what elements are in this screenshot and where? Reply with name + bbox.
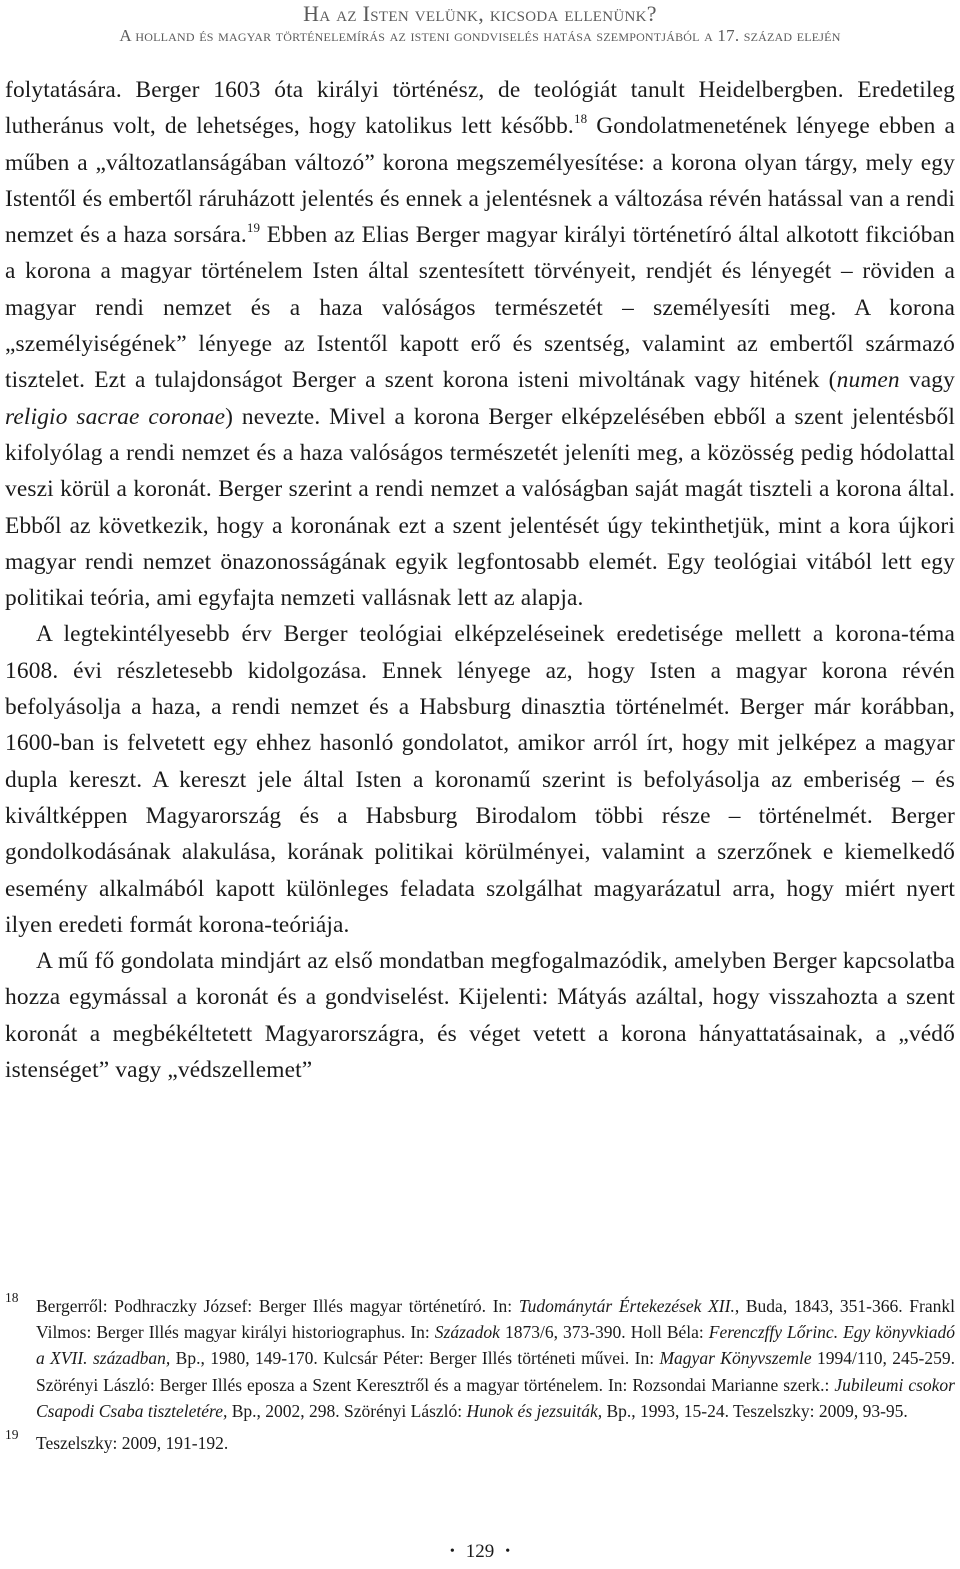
running-head-subtitle: A holland és magyar történelemírás az isteni gondviselés hatása szempontjából a 17. század elején: [119, 26, 841, 45]
footnote-18-title: Századok: [434, 1322, 500, 1343]
footnote-18-title: Tudománytár Értekezések XII.: [518, 1296, 735, 1316]
footnote-18-text: Bp., 1993, 15-24. Teszelszky: 2009, 93-95.: [602, 1400, 908, 1421]
paragraph-1-text-d: vagy: [899, 367, 955, 394]
footnote-18-text: 1994/110, 245-259. Szörényi László: Berger Illés eposza a Szent Keresztről és a magyar történelem. In: Rozsondai Marianne szerk.:: [36, 1348, 955, 1395]
footnote-18-title: Hunok és jezsuiták,: [466, 1400, 603, 1421]
footnote-18-title: Magyar Könyvszemle: [659, 1348, 812, 1369]
paragraph-1-text-a: folytatására. Berger 1603 óta királyi történész, de teológiát tanult Heidelbergben. Eredetileg lutheránus volt, de lehetséges, hogy katolikus lett később.: [5, 77, 955, 140]
footnote-19: [5, 1427, 955, 1456]
footnote-18-title: Jubileumi csokor Csapodi Csaba tiszteletére,: [36, 1374, 955, 1421]
running-head-title: Ha az Isten velünk, kicsoda ellenünk?: [303, 1, 657, 26]
page-number: 129: [465, 1541, 495, 1562]
bullet-icon: •: [449, 1544, 455, 1559]
footnote-18-number: 18: [5, 1290, 19, 1305]
page-number-footer: [0, 1540, 960, 1564]
term-religio-sacrae-coronae: religio sacrae coronae: [5, 403, 226, 430]
paragraph-1-text-c: Ebben az Elias Berger magyar királyi történetíró által alkotott fikcióban a korona a magyar történelem Isten által szentesített törvényeit, rendjét és lényegét – röviden a magyar rendi nemzet és a haza valóságos természetét – személyesíti meg. A korona „személyiségének” lényege az Istentől kapott erő és szentség, valamint az embertől származó tisztelet. Ezt a tulajdonságot Berger a szent korona isteni mivoltának vagy hitének (: [5, 222, 955, 394]
running-head: [0, 2, 960, 47]
footnotes: [5, 1290, 956, 1456]
paragraph-1: [5, 72, 955, 616]
paragraph-3: A mű fő gondolata mindjárt az első mondatban megfogalmazódik, amelyben Berger kapcsolatba hozza egymással a koronát és a gondviselést. Kijelenti: Mátyás azáltal, hogy visszahozta a szent koronát a megbékéltetett Magyarországra, és véget vetett a korona hányattatásainak, a „védő istenséget” vagy „védszellemet”: [5, 948, 955, 1084]
paragraph-1-text-e: ) nevezte. Mivel a korona Berger elképzelésében ebből a szent jelentésből kifolyólag a rendi nemzet és a haza valóságos természetét jeleníti meg, a közösség pedig hódolattal veszi körül a koronát. Berger szerint a rendi nemzet a valóságban saját magát tiszteli a korona által. Ebből az következik, hogy a koronának ezt a szent jelentését úgy tekinthetjük, mint a kora újkori magyar rendi nemzet önazonosságának egyik legfontosabb elemét. Egy teológiai vitából lett egy politikai teória, ami egyfajta nemzeti vallásnak lett az alapja.: [5, 403, 955, 612]
footnote-19-number: 19: [5, 1427, 19, 1443]
footnote-18-text: Bp., 1980, 149-170. Kulcsár Péter: Berger Illés történeti művei. In:: [170, 1348, 660, 1369]
bullet-icon: •: [505, 1544, 511, 1559]
footnote-18-text: 1873/6, 373-390. Holl Béla:: [499, 1322, 709, 1343]
footnote-19-text: Teszelszky: 2009, 191-192.: [36, 1433, 229, 1454]
main-text: [5, 72, 955, 1088]
footnote-ref-19[interactable]: 19: [246, 220, 261, 236]
footnote-ref-18[interactable]: 18: [573, 111, 588, 127]
footnote-18-title: Ferenczffy Lőrinc. Egy könyvkiadó a XVII. században,: [36, 1322, 956, 1369]
paragraph-1-text-b: Gondolatmenetének lényege ebben a műben a „változatlanságában változó” korona megszemélyesítése: a korona olyan tárgy, mely egy Istentől és embertől ráruházott jelentés és ennek a jelentésnek a változása révén hatással van a rendi nemzet és a haza sorsára.: [5, 113, 955, 249]
footnote-18-text: Bergerről: Podhraczky József: Berger Illés magyar történetíró. In:: [36, 1296, 519, 1316]
footnote-18-text: , Buda, 1843, 351-366. Frankl Vilmos: Berger Illés magyar királyi historiographus. In:: [36, 1296, 955, 1343]
paragraph-2: A legtekintélyesebb érv Berger teológiai elképzeléseinek eredetisége mellett a korona-téma 1608. évi részletesebb kidolgozása. Ennek lényege az, hogy Isten a magyar korona révén befolyásolja a haza, a rendi nemzet és a Habsburg dinasztia történelmét. Berger már korábban, 1600-ban is felvetett egy ehhez hasonló gondolatot, amikor arról írt, hogy mit jelképez a magyar dupla kereszt. A kereszt jele által Isten a koronamű szerint is befolyásolja az emberiség – és kiváltképpen Magyarország és a Habsburg Birodalom többi része – történelmét. Berger gondolkodásának alakulása, korának politikai körülményei, valamint a szerzőnek e kiemelkedő esemény alkalmából kapott különleges feladata szolgálhat magyarázatul arra, hogy miért nyert ilyen eredeti formát korona-teóriája.: [5, 621, 955, 938]
footnote-18-text: Bp., 2002, 298. Szörényi László:: [227, 1400, 467, 1421]
term-numen: numen: [836, 367, 900, 394]
footnote-18: [5, 1290, 956, 1424]
